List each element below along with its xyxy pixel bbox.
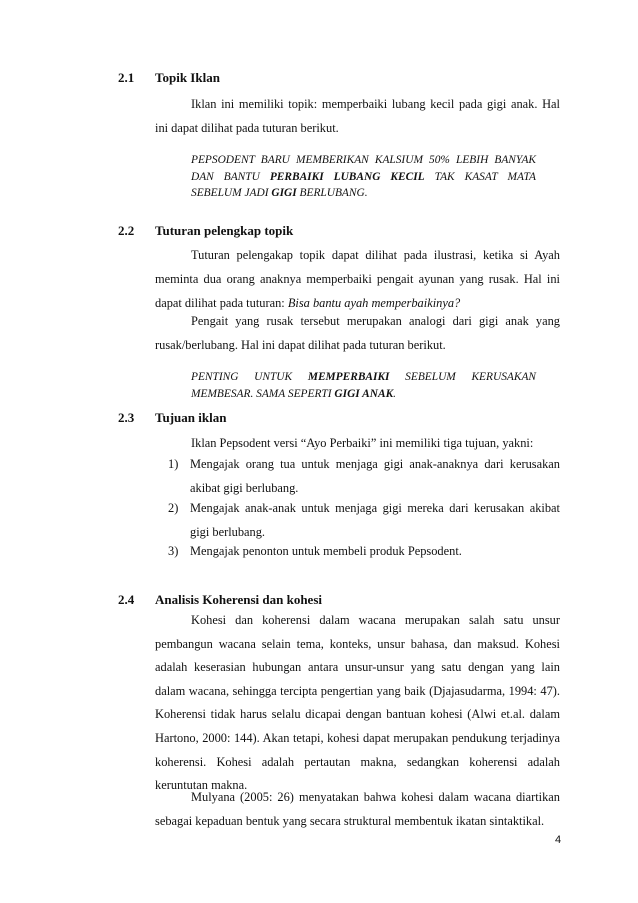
- paragraph-italic-text: Bisa bantu ayah memperbaikinya?: [287, 296, 461, 310]
- list-item: [168, 496, 560, 544]
- quote-text: SEBELUM KERUSAKAN MEMBESAR. SAMA SEPERTI: [191, 371, 536, 400]
- list-text: Mengajak anak-anak untuk menjaga gigi mereka dari kerusakan akibat gigi berlubang.: [190, 501, 560, 539]
- quote-text: .: [393, 387, 397, 400]
- list-item: [168, 452, 560, 500]
- paragraph: [155, 243, 560, 315]
- list-number: 1): [168, 457, 179, 471]
- section-number: 2.4: [118, 592, 135, 607]
- list-text: Mengajak orang tua untuk menjaga gigi anak-anaknya dari kerusakan akibat gigi berlubang.: [190, 457, 560, 495]
- quote-emphasis: GIGI: [271, 187, 297, 199]
- section-title: Tujuan iklan: [155, 410, 227, 425]
- paragraph-text: Tuturan pelengakap topik dapat dilihat pada ilustrasi, ketika si Ayah meminta dua orang anaknya memperbaiki pengait ayunan yang rusak. Hal ini dapat dilihat pada tuturan:: [155, 248, 560, 310]
- quote-text: TAK KASAT MATA SEBELUM JADI: [191, 170, 536, 199]
- paragraph: Pengait yang rusak tersebut merupakan analogi dari gigi anak yang rusak/berlubang. Hal ini dapat dilihat pada tuturan berikut.: [155, 314, 560, 352]
- list-number: 2): [168, 501, 179, 515]
- section-number: 2.2: [118, 223, 135, 238]
- section-number: 2.3: [118, 410, 135, 425]
- list-number: 3): [168, 544, 179, 558]
- section-title: Analisis Koherensi dan kohesi: [155, 592, 323, 607]
- paragraph: Iklan Pepsodent versi “Ayo Perbaiki” ini memiliki tiga tujuan, yakni:: [191, 436, 534, 450]
- page-number: 4: [555, 834, 562, 846]
- quote-text: BERLUBANG.: [296, 187, 368, 199]
- quote-emphasis: PERBAIKI LUBANG KECIL: [269, 170, 425, 183]
- paragraph: Kohesi dan koherensi dalam wacana merupakan salah satu unsur pembangun wacana selain tema, konteks, unsur bahasa, dan maksud. Kohesi adalah keserasian hubungan antara unsur-unsur yang satu dengan yang lain dalam wacana, sehingga tercipta pengertian yang baik (Djajasudarma, 1994: 47). Koherensi tidak harus selalu dicapai dengan bantuan kohesi (Alwi et.al. dalam Hartono, 2000: 144). Akan tetapi, kohesi dapat merupakan pendukung terjadinya koherensi. Kohesi adalah pertautan makna, sedangkan koherensi adalah keruntutan makna.: [155, 613, 560, 793]
- quote-text: PEPSODENT BARU MEMBERIKAN KALSIUM 50% LEBIH BANYAK DAN BANTU: [191, 154, 536, 183]
- quotation: [191, 152, 536, 202]
- quotation: [191, 369, 536, 402]
- list-item: [168, 539, 560, 563]
- section-title: Tuturan pelengkap topik: [155, 223, 294, 238]
- paragraph: Mulyana (2005: 26) menyatakan bahwa kohesi dalam wacana diartikan sebagai kepaduan bentuk yang secara struktural membentuk ikatan sintaktikal.: [155, 790, 560, 828]
- section-number: 2.1: [118, 70, 135, 85]
- quote-emphasis: MEMPERBAIKI: [307, 371, 390, 383]
- paragraph: Iklan ini memiliki topik: memperbaiki lubang kecil pada gigi anak. Hal ini dapat dilihat pada tuturan berikut.: [155, 97, 560, 135]
- quote-text: PENTING UNTUK: [191, 371, 308, 383]
- section-title: Topik Iklan: [155, 70, 220, 85]
- list-text: Mengajak penonton untuk membeli produk Pepsodent.: [190, 544, 462, 558]
- quote-emphasis: GIGI ANAK: [334, 387, 394, 400]
